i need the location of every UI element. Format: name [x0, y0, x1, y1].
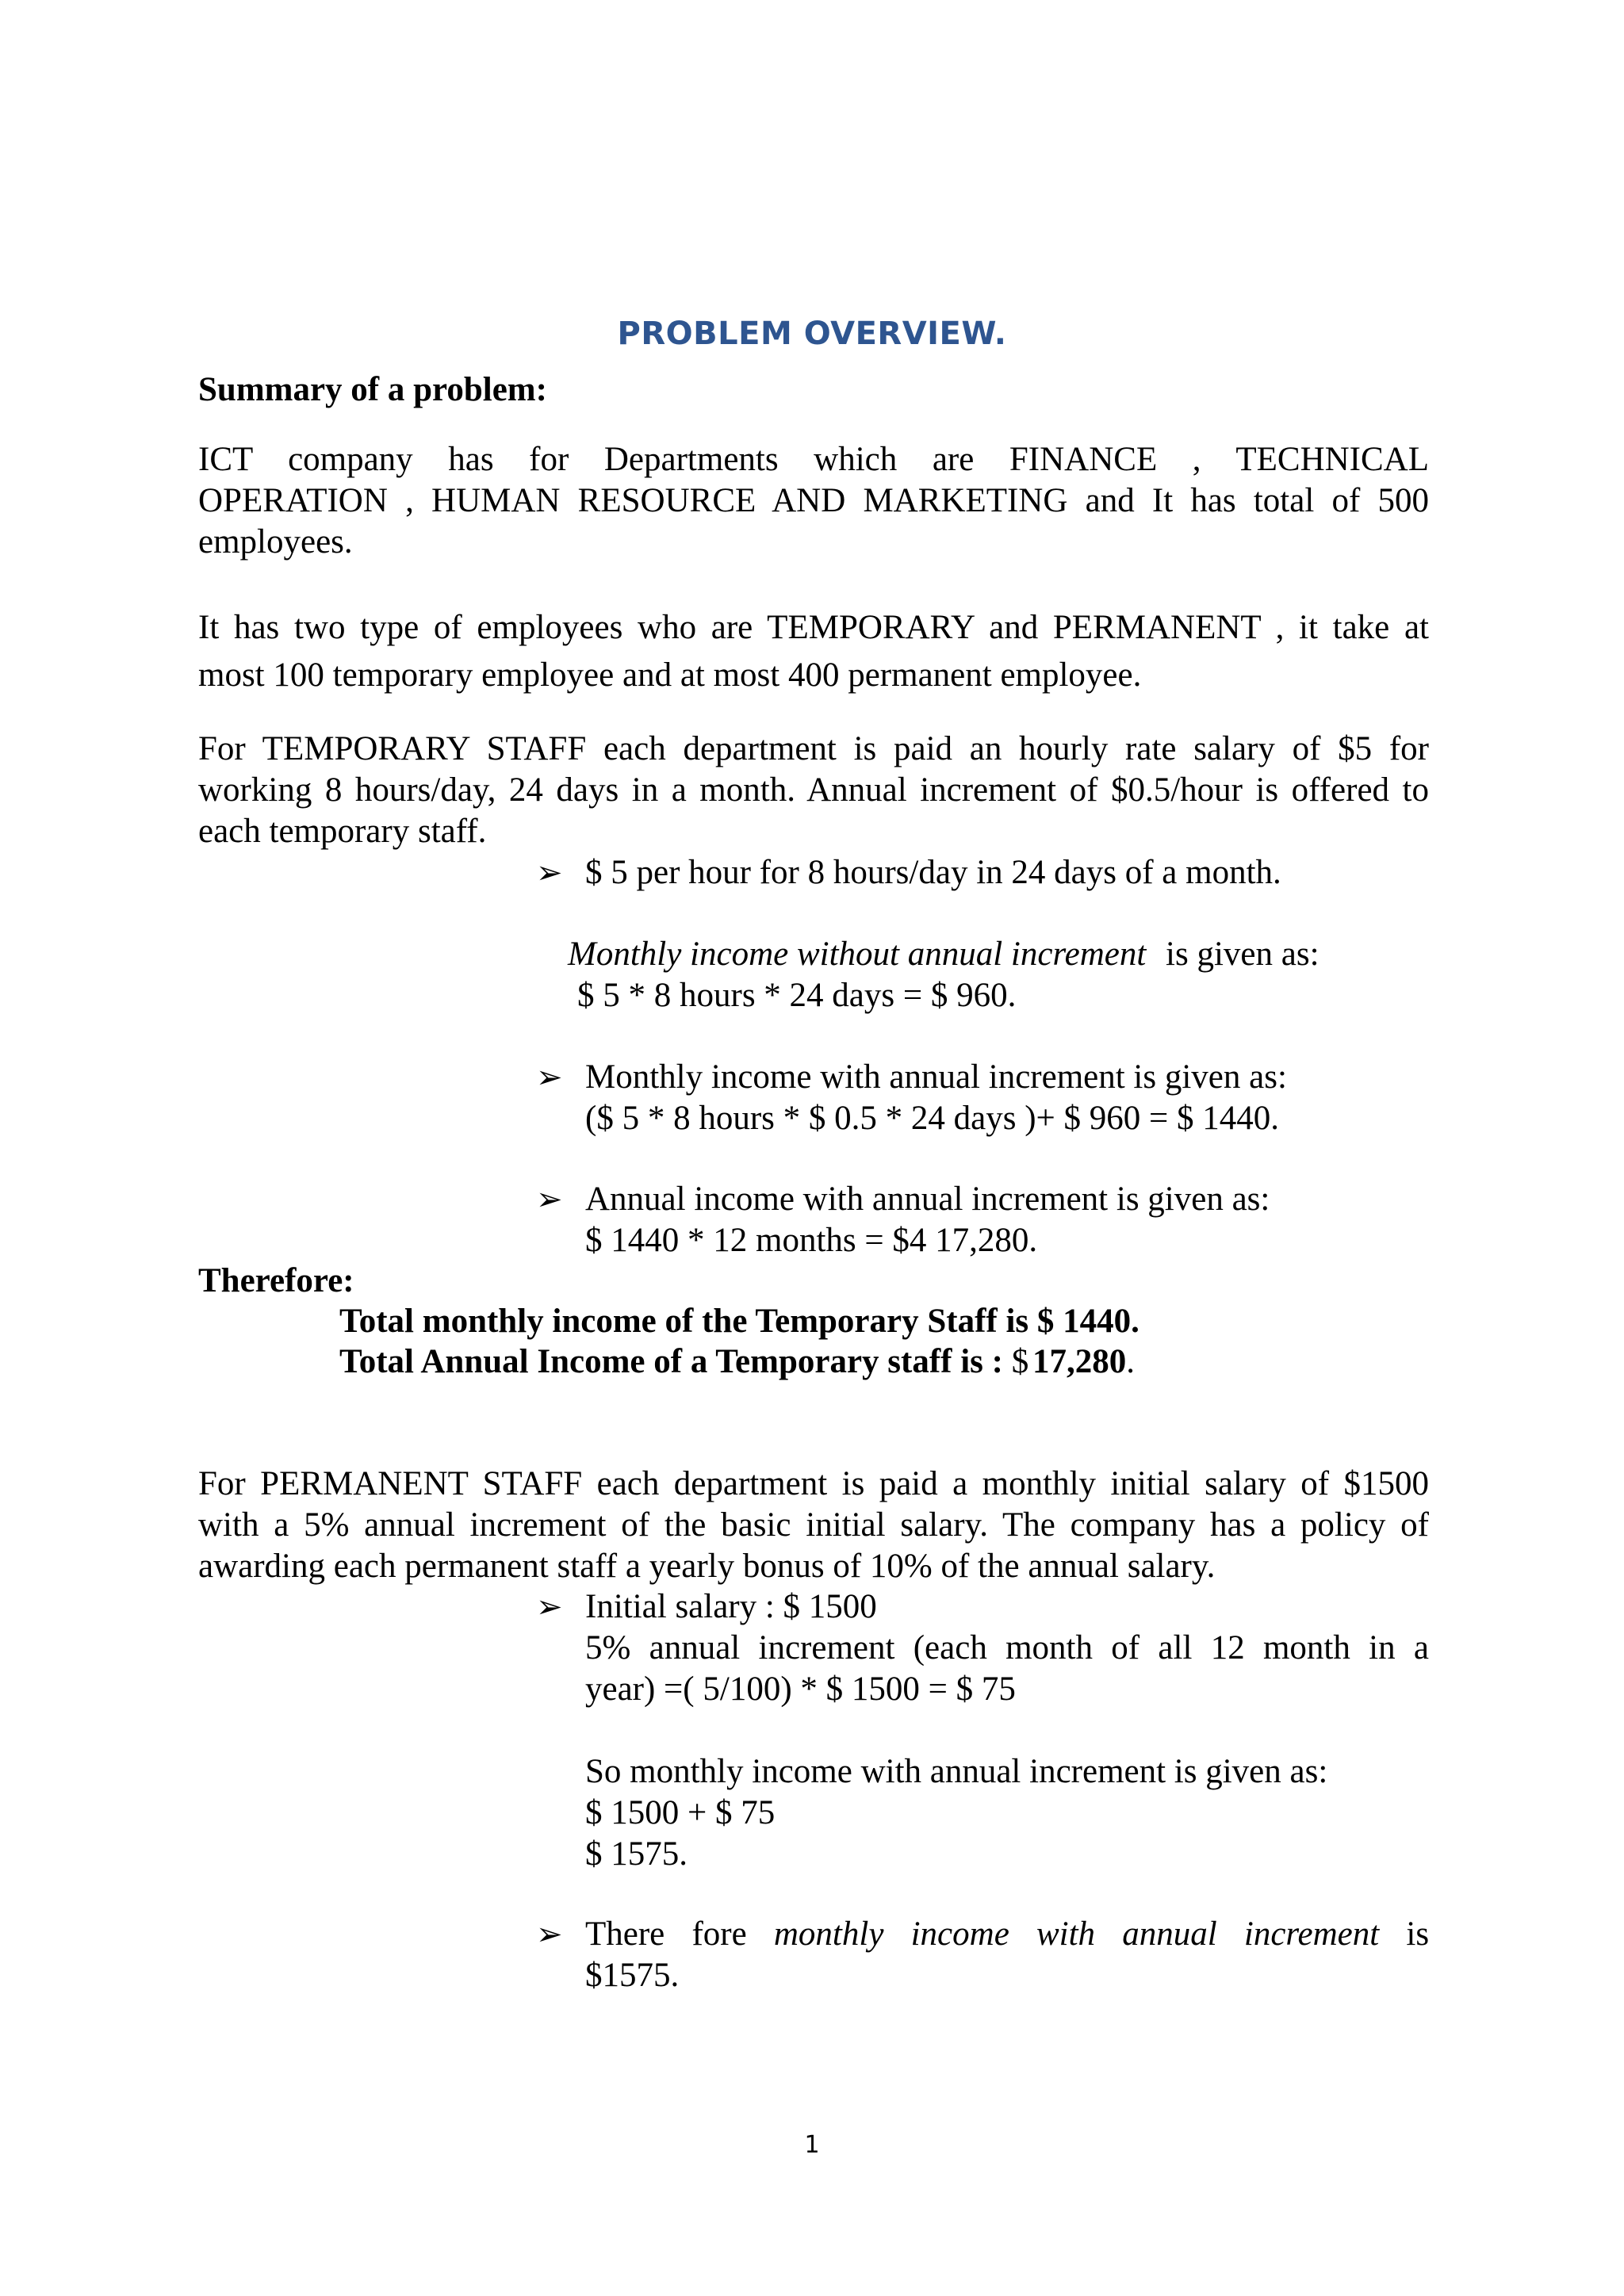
permanent-bullet-1: [585, 1586, 1429, 1875]
types-line-1: It has two type of employees who are TEMPORARY and PERMANENT , it take at: [198, 609, 1429, 646]
italic-word: with: [1036, 1915, 1096, 1953]
permanent-line-1: For PERMANENT STAFF each department is paid a monthly initial salary of $1500: [198, 1465, 1429, 1502]
permanent-line-2: with a 5% annual increment of the basic initial salary. The company has a policy of: [198, 1506, 1429, 1544]
total-annual-temporary: [339, 1341, 1135, 1383]
permanent-calc-line-2: $ 1575.: [585, 1835, 688, 1873]
temporary-bullet-1: $ 5 per hour for 8 hours/day in 24 days of a month.: [585, 854, 1281, 891]
monthly-italic-text: Monthly income without annual increment: [568, 936, 1147, 973]
types-line-2: most 100 temporary employee and at most 400 permanent employee.: [198, 656, 1142, 694]
bullet-arrow-icon: ➢: [536, 1181, 563, 1217]
bullet-arrow-icon: ➢: [536, 1059, 563, 1095]
monthly-without-increment: [568, 934, 1320, 975]
italic-word: annual: [1122, 1915, 1217, 1953]
therefore-word-1: There: [585, 1915, 665, 1953]
types-paragraph: [198, 607, 1429, 696]
permanent-bullet-2: [585, 1914, 1429, 1996]
temporary-bullet-3: [585, 1179, 1429, 1261]
total-annual-label: Total Annual Income of a Temporary staff is :: [339, 1343, 1003, 1380]
permanent-paragraph: [198, 1464, 1429, 1587]
therefore-word-2: fore: [691, 1915, 747, 1953]
therefore-word-3: is: [1406, 1915, 1430, 1953]
temporary-bullet-3-line-1: Annual income with annual increment is given as:: [585, 1181, 1270, 1218]
therefore-heading: Therefore:: [198, 1262, 354, 1299]
temporary-bullet-2-line-1: Monthly income with annual increment is given as:: [585, 1058, 1287, 1096]
bullet-arrow-icon: ➢: [536, 1916, 563, 1952]
intro-paragraph: [198, 439, 1429, 563]
intro-line-3: employees.: [198, 523, 353, 561]
bullet-arrow-icon: ➢: [536, 1589, 563, 1624]
permanent-line-3: awarding each permanent staff a yearly bonus of 10% of the annual salary.: [198, 1548, 1216, 1585]
temporary-line-3: each temporary staff.: [198, 813, 487, 850]
temporary-paragraph: [198, 729, 1429, 852]
permanent-bullet-1-line-2: 5% annual increment (each month of all 12 month in a: [585, 1629, 1429, 1667]
permanent-bullet-2-line-2: $1575.: [585, 1957, 680, 1994]
temporary-bullet-2-line-2: ($ 5 * 8 hours * $ 0.5 * 24 days )+ $ 960 = $ 1440.: [585, 1100, 1280, 1137]
bullet-arrow-icon: ➢: [536, 855, 563, 890]
intro-line-2: OPERATION , HUMAN RESOURCE AND MARKETING and It has total of 500: [198, 482, 1429, 519]
page-title: PROBLEM OVERVIEW.: [617, 316, 1007, 352]
total-annual-value: 17,280: [1032, 1343, 1127, 1380]
temporary-line-2: working 8 hours/day, 24 days in a month. Annual increment of $0.5/hour is offered to: [198, 771, 1429, 809]
monthly-calc: $ 5 * 8 hours * 24 days = $ 960.: [577, 977, 1017, 1014]
permanent-bullet-1-line-3: year) =( 5/100) * $ 1500 = $ 75: [585, 1670, 1016, 1708]
permanent-bullet-1-line-1: Initial salary : $ 1500: [585, 1588, 877, 1625]
total-annual-currency: $: [1011, 1343, 1029, 1380]
italic-word: monthly: [773, 1915, 884, 1953]
total-monthly-temporary: Total monthly income of the Temporary Staff is $ 1440.: [339, 1303, 1139, 1340]
italic-word: increment: [1243, 1915, 1380, 1953]
temporary-bullet-2: [585, 1057, 1429, 1139]
permanent-so-line: So monthly income with annual increment is given as:: [585, 1753, 1328, 1790]
summary-heading: Summary of a problem:: [198, 371, 547, 408]
permanent-bullet-2-line-1: [585, 1914, 1429, 1955]
italic-word: income: [910, 1915, 1009, 1953]
temporary-bullet-3-line-2: $ 1440 * 12 months = $4 17,280.: [585, 1222, 1038, 1259]
total-annual-period: .: [1126, 1343, 1135, 1380]
temporary-line-1: For TEMPORARY STAFF each department is paid an hourly rate salary of $5 for: [198, 730, 1429, 767]
permanent-calc-line-1: $ 1500 + $ 75: [585, 1794, 776, 1831]
intro-line-1: ICT company has for Departments which are FINANCE , TECHNICAL: [198, 441, 1429, 478]
monthly-rest-text: is given as:: [1166, 936, 1320, 973]
page-number: 1: [804, 2131, 820, 2159]
